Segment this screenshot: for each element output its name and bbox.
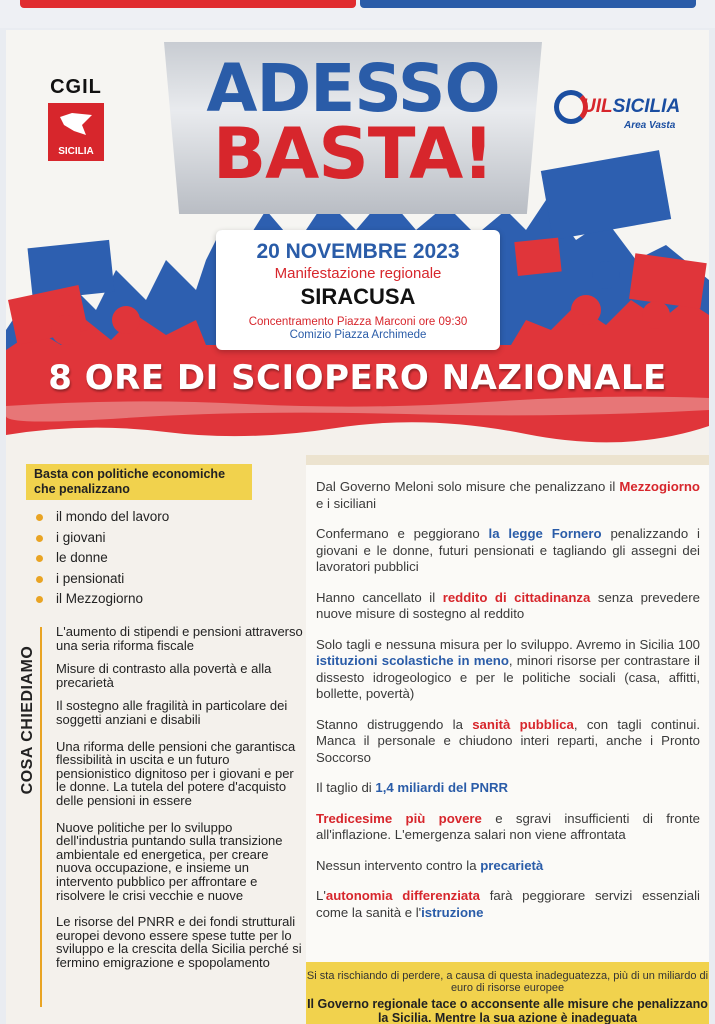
demand-item: Nuove politiche per lo sviluppo dell'industria puntando sulla transizione ambientale ed energetica, per creare nuova occupazione, e insieme un intervento pubblico per affrontare e risolvere le crisi vecchie e nuove — [56, 819, 283, 903]
text: Stanno distruggendo la — [316, 716, 473, 732]
grievance-paragraph — [316, 858, 700, 875]
footer-line-2: Il Governo regionale tace o acconsente alle misure che penalizzano la Sicilia. Mentre la sua azione è inadeguata — [307, 997, 708, 1024]
text: Dal Governo Meloni solo misure che penalizzano il — [316, 479, 620, 494]
demand-item: Misure di contrasto alla povertà e alla precarietà — [56, 661, 272, 690]
demand-item: L'aumento di stipendi e pensioni attraverso una seria riforma fiscale — [56, 624, 303, 653]
highlight: Mezzogiorno — [619, 479, 700, 494]
right-column — [306, 455, 709, 1024]
red-tab-strip[interactable] — [20, 0, 356, 8]
demand-item: Una riforma delle pensioni che garantisca flessibilità in uscita e un futuro pensionistico dignitoso per i giovani e per le donne. La tutela del potere d'acquisto delle pensioni in essere — [56, 738, 296, 808]
text: penalizzando i giovani e le donne, futuri pensionati e tagliando gli assegni dei lavoratori pubblici — [316, 526, 700, 574]
event-city: SIRACUSA — [300, 284, 416, 309]
cgil-sicilia-logo — [44, 76, 108, 161]
demands-list — [56, 625, 306, 969]
grievance-paragraph — [316, 526, 700, 576]
grievance-paragraph — [316, 888, 700, 921]
event-rally: Comizio Piazza Archimede — [289, 329, 427, 341]
text: Nessun intervento contro la — [316, 857, 481, 873]
demand-item: Il sostegno alle fragilità in particolare dei soggetti anziani e disabili — [56, 698, 288, 727]
grievance-paragraph — [316, 637, 700, 703]
grievance-paragraph — [316, 811, 700, 844]
uil-sicilia-logo — [554, 86, 704, 136]
uil-name: SICILIA — [612, 96, 681, 117]
text: e i siciliani — [316, 495, 377, 511]
highlight: autonomia differenziata — [325, 888, 480, 903]
event-gathering: Concentramento Piazza Marconi ore 09:30 — [248, 316, 468, 328]
grievance-paragraph — [316, 479, 700, 512]
grievance-paragraph — [316, 780, 700, 797]
left-column — [6, 455, 306, 1024]
event-info-box — [216, 230, 500, 350]
list-item: il mondo del lavoro — [32, 507, 242, 528]
text: farà peggiorare servizi essenziali come la sanità e l' — [316, 888, 700, 920]
blue-tab-strip[interactable] — [360, 0, 696, 8]
headline-line-2: BASTA! — [212, 113, 494, 195]
text: , con tagli continui. Manca il personale e chiudono interi reparti, anche i Pronto Soccorso — [316, 716, 700, 765]
text: Confermano e peggiorano — [316, 526, 489, 541]
text: Hanno cancellato il — [316, 589, 443, 605]
headline-line-1: ADESSO — [206, 50, 500, 127]
text: senza prevedere nuove misure di sostegno al reddito — [316, 589, 700, 621]
uil-prefix: UIL — [582, 96, 613, 117]
highlight: Tredicesime più povere — [316, 810, 482, 826]
event-date: 20 NOVEMBRE 2023 — [256, 240, 460, 263]
list-item: le donne — [32, 548, 242, 569]
text: Il taglio di — [316, 780, 376, 795]
list-item: il Mezzogiorno — [32, 589, 242, 610]
list-item: i giovani — [32, 528, 242, 549]
cgil-logo-text: CGIL — [50, 76, 102, 98]
text: L' — [316, 888, 326, 903]
text: e sgravi insufficienti di fronte all'inflazione. L'emergenza salari non viene affrontata — [316, 810, 700, 842]
poster-hero — [6, 30, 709, 455]
cgil-logo-box — [48, 103, 104, 161]
uil-logo-text — [582, 96, 680, 118]
sicily-island-icon — [58, 111, 94, 137]
side-divider-line — [40, 627, 42, 1007]
side-label-text: COSA CHIEDIAMO — [19, 645, 36, 795]
cgil-logo-region: SICILIA — [58, 146, 94, 157]
cosa-chiediamo-label — [14, 625, 42, 815]
text: Solo tagli e nessuna misura per lo sviluppo. Avremo in Sicilia 100 — [316, 636, 700, 652]
demand-item: Le risorse del PNRR e dei fondi strutturali europei devono essere spese tutte per lo sviluppo e la crescita della Sicilia perché si fermino emigrazione e spopolamento — [56, 914, 302, 970]
grievance-paragraph — [316, 717, 700, 767]
event-type: Manifestazione regionale — [274, 265, 442, 282]
browser-top-bar — [0, 0, 715, 28]
list-item: i pensionati — [32, 569, 242, 590]
highlight: precarietà — [480, 857, 544, 873]
strike-banner: 8 ORE DI SCIOPERO NAZIONALE — [48, 358, 667, 398]
highlight: istituzioni scolastiche in meno — [316, 653, 509, 668]
footer-notice — [306, 962, 709, 1024]
uil-logo-sub: Area Vasta — [624, 120, 676, 131]
grievance-paragraph — [316, 590, 700, 623]
highlight: reddito di cittadinanza — [442, 589, 591, 605]
strike-poster — [6, 30, 709, 1024]
highlight: istruzione — [421, 904, 484, 920]
highlight: 1,4 miliardi del PNRR — [375, 780, 509, 795]
text: , minori risorse per contrastare il dissesto idrogeologico e per le politiche sociali (casa, affitti, bollette, povertà) — [316, 653, 700, 701]
basta-box-title: Basta con politiche economiche che penalizzano — [26, 464, 252, 500]
footer-line-1: Si sta rischiando di perdere, a causa di questa inadeguatezza, più di un miliardo di euro di risorse europee — [306, 970, 709, 994]
highlight: sanità pubblica — [472, 716, 574, 732]
highlight: la legge Fornero — [488, 526, 602, 541]
grievances-list — [316, 479, 700, 921]
penalized-groups-list — [32, 507, 242, 610]
